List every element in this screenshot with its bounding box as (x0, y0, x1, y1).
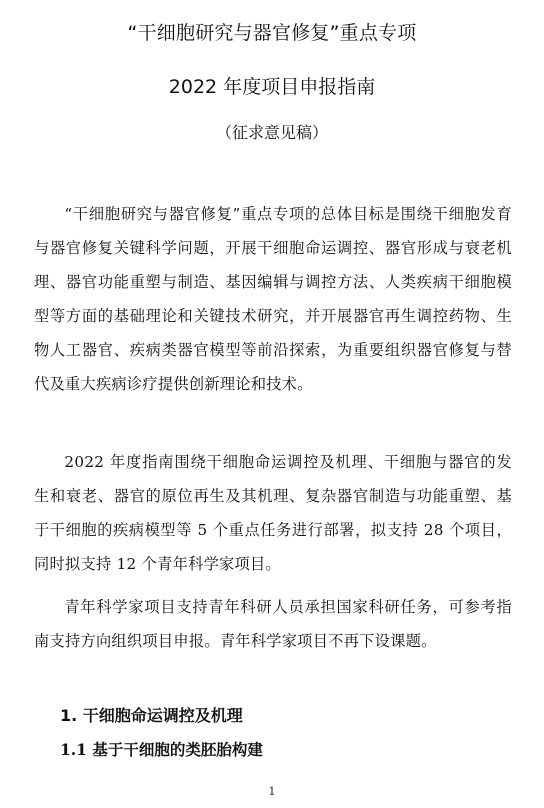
paragraph-overall-goal: “干细胞研究与器官修复”重点专项的总体目标是围绕干细胞发育与器官修复关键科学问题，开展干细胞命运调控、器官形成与衰老机理、器官功能重塑与制造、基因编辑与调控方法、人类疾病干细胞模型等方面的基础理论和关键技术研究，并开展器官再生调控药物、生物人工器官、疾病类器官模型等前沿探索，为重要组织器官修复与替代及重大疾病诊疗提供创新理论和技术。 (34, 205, 512, 393)
document-title: “干细胞研究与器官修复”重点专项 (127, 22, 417, 44)
paragraph-young-scientist: 青年科学家项目支持青年科研人员承担国家科研任务，可参考指南支持方向组织项目申报。青年科学家项目不再下设课题。 (34, 598, 512, 650)
page-number: 1 (268, 785, 276, 798)
draft-note: （征求意见稿） (215, 123, 328, 142)
document-subtitle: 2022 年度项目申报指南 (168, 76, 376, 98)
paragraph-annual-guide: 2022 年度指南围绕干细胞命运调控及机理、干细胞与器官的发生和衰老、器官的原位再生及其机理、复杂器官制造与功能重塑、基于干细胞的疾病模型等 5 个重点任务进行部署，拟支持 28 个项目，同时拟支持 12 个青年科学家项目。 (34, 453, 512, 573)
section-heading: 1. 干细胞命运调控及机理 (60, 706, 243, 725)
subsection-heading: 1.1 基于干细胞的类胚胎构建 (60, 740, 263, 759)
